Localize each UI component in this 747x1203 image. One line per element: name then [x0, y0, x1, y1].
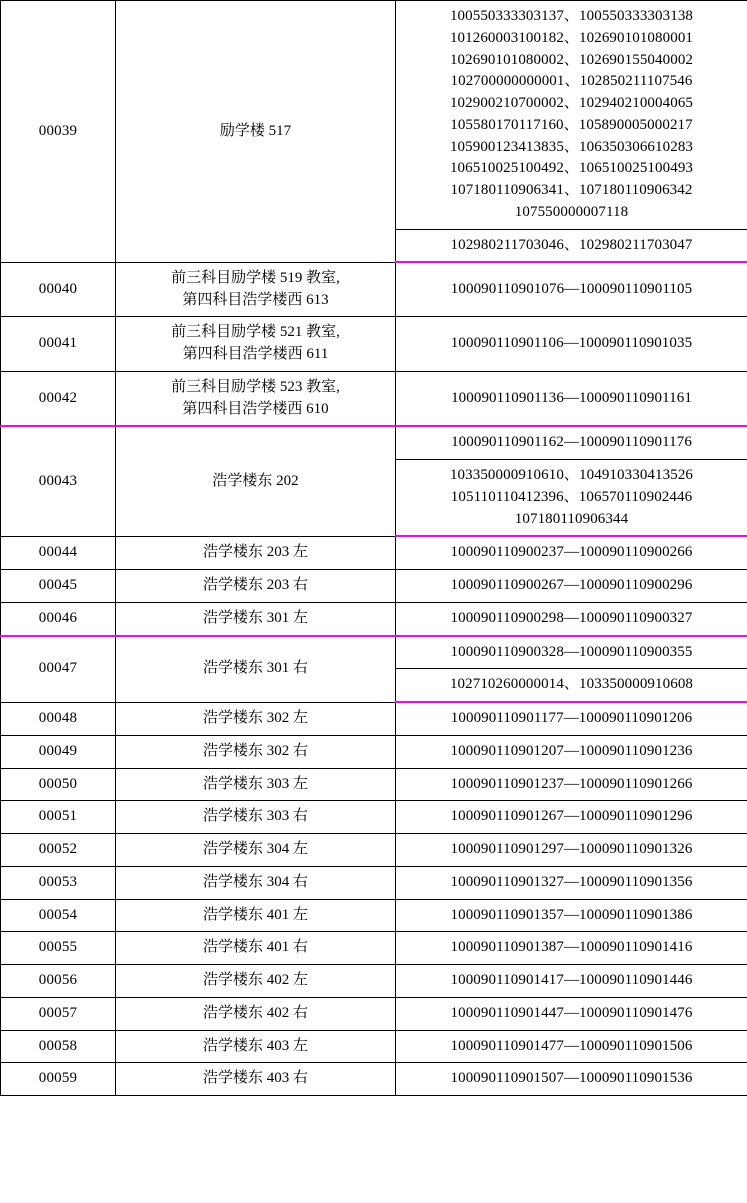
cell-ticket-ids: [396, 702, 747, 735]
id-line: 100090110901076—100090110901105: [450, 280, 693, 297]
cell-exam-room: [116, 932, 396, 965]
cell-exam-code: 00049: [1, 735, 116, 768]
id-line: 100090110901267—100090110901296: [450, 808, 693, 825]
id-line: 103350000910610、104910330413526: [449, 467, 694, 483]
id-line: 100090110901162—100090110901176: [451, 434, 692, 451]
id-line: 100090110901387—100090110901416: [450, 939, 693, 956]
cell-ticket-ids: [396, 426, 747, 459]
table-row: [1, 768, 747, 801]
table-row: [1, 899, 747, 932]
cell-ticket-ids: [396, 262, 747, 317]
cell-exam-code: 00041: [1, 317, 116, 372]
room-line: 浩学楼东 203 右: [202, 577, 308, 593]
table-row: [1, 834, 747, 867]
cell-exam-code: 00040: [1, 262, 116, 317]
id-line: 102700000000001、102850211107546: [450, 73, 693, 90]
cell-ticket-ids: [396, 460, 747, 537]
table-row: [1, 317, 747, 372]
cell-exam-room: [116, 997, 396, 1030]
id-line: 106510025100492、106510025100493: [449, 160, 694, 177]
cell-exam-room: [116, 834, 396, 867]
cell-ticket-ids: [396, 371, 747, 426]
id-line: 100090110901447—100090110901476: [450, 1004, 693, 1021]
id-line: 100090110901136—100090110901161: [451, 389, 692, 406]
cell-ticket-ids: [396, 317, 747, 372]
cell-exam-code: 00051: [1, 801, 116, 834]
cell-exam-code: 00057: [1, 997, 116, 1030]
cell-exam-room: [116, 317, 396, 372]
cell-ticket-ids: [396, 866, 747, 899]
id-line: 100090110901327—100090110901356: [450, 873, 693, 890]
cell-exam-code: 00046: [1, 602, 116, 635]
table-row: [1, 536, 747, 569]
room-line: 前三科目励学楼 523 教室,: [171, 378, 340, 395]
room-line: 浩学楼东 401 左: [202, 906, 308, 923]
room-line: 浩学楼东 402 左: [202, 972, 308, 988]
table-row: [1, 801, 747, 834]
room-line: 浩学楼东 403 左: [202, 1037, 308, 1054]
id-line: 100090110901417—100090110901446: [450, 972, 693, 988]
id-line: 102900210700002、102940210004065: [449, 95, 694, 111]
id-line: 100090110901357—100090110901386: [450, 906, 693, 923]
cell-exam-code: 00044: [1, 536, 116, 569]
cell-ticket-ids: [396, 570, 747, 603]
id-line: 107550000007118: [514, 203, 629, 220]
id-line: 100090110900267—100090110900296: [450, 577, 693, 593]
table-row: [1, 636, 747, 669]
table-row: [1, 426, 747, 459]
cell-ticket-ids: [396, 602, 747, 635]
cell-exam-code: 00048: [1, 702, 116, 735]
table-body: [1, 1, 747, 1096]
cell-exam-room: [116, 426, 396, 536]
cell-ticket-ids: [396, 669, 747, 702]
id-line: 100090110900237—100090110900266: [450, 544, 693, 561]
cell-ticket-ids: [396, 735, 747, 768]
cell-ticket-ids: [396, 801, 747, 834]
id-line: 100090110901207—100090110901236: [450, 742, 693, 759]
cell-exam-code: 00053: [1, 866, 116, 899]
id-line: 107180110906341、107180110906342: [450, 182, 693, 198]
cell-exam-room: [116, 801, 396, 834]
table-row: [1, 602, 747, 635]
id-line: 100090110901507—100090110901536: [450, 1070, 693, 1087]
cell-exam-room: [116, 702, 396, 735]
cell-ticket-ids: [396, 1030, 747, 1063]
table-row: [1, 1063, 747, 1096]
cell-exam-room: [116, 602, 396, 635]
room-line: 浩学楼东 301 左: [202, 609, 308, 626]
table-row: [1, 932, 747, 965]
cell-exam-room: [116, 536, 396, 569]
id-line: 101260003100182、102690101080001: [449, 29, 694, 46]
cell-exam-code: 00045: [1, 570, 116, 603]
cell-ticket-ids: [396, 834, 747, 867]
cell-exam-code: 00039: [1, 1, 116, 263]
room-line: 第四科目浩学楼西 611: [182, 346, 329, 362]
room-line: 浩学楼东 202: [212, 472, 299, 489]
cell-exam-code: 00058: [1, 1030, 116, 1063]
id-line: 100090110901297—100090110901326: [450, 841, 693, 857]
room-line: 浩学楼东 401 右: [202, 939, 308, 956]
cell-exam-room: [116, 965, 396, 998]
room-line: 浩学楼东 303 右: [202, 808, 308, 825]
cell-exam-room: [116, 1063, 396, 1096]
cell-exam-room: [116, 371, 396, 426]
room-line: 浩学楼东 301 右: [202, 660, 308, 677]
cell-ticket-ids: [396, 768, 747, 801]
table-row: [1, 1, 747, 230]
table-row: [1, 735, 747, 768]
cell-ticket-ids: [396, 932, 747, 965]
id-line: 100090110900328—100090110900355: [450, 643, 693, 660]
cell-exam-code: 00055: [1, 932, 116, 965]
table-row: [1, 262, 747, 317]
room-line: 励学楼 517: [219, 122, 292, 139]
id-line: 105900123413835、106350306610283: [449, 138, 694, 155]
cell-exam-room: [116, 636, 396, 703]
cell-ticket-ids: [396, 965, 747, 998]
cell-ticket-ids: [396, 1063, 747, 1096]
id-line: 102980211703046、102980211703047: [450, 236, 693, 253]
cell-ticket-ids: [396, 899, 747, 932]
cell-exam-code: 00047: [1, 636, 116, 703]
room-line: 浩学楼东 402 右: [202, 1004, 308, 1021]
cell-exam-room: [116, 570, 396, 603]
table-row: [1, 371, 747, 426]
table-row: [1, 866, 747, 899]
id-line: 100090110900298—100090110900327: [450, 609, 693, 626]
cell-ticket-ids: [396, 997, 747, 1030]
room-line: 浩学楼东 304 右: [202, 873, 308, 890]
table-row: [1, 965, 747, 998]
table-row: [1, 1030, 747, 1063]
id-line: 102690101080002、102690155040002: [449, 51, 694, 68]
room-line: 浩学楼东 302 右: [202, 742, 308, 759]
table-row: [1, 997, 747, 1030]
room-line: 第四科目浩学楼西 610: [182, 400, 329, 417]
id-line: 100090110901477—100090110901506: [450, 1037, 693, 1054]
room-line: 第四科目浩学楼西 613: [182, 291, 329, 308]
cell-exam-room: [116, 735, 396, 768]
cell-exam-room: [116, 768, 396, 801]
cell-ticket-ids: [396, 229, 747, 262]
cell-exam-code: 00043: [1, 426, 116, 536]
id-line: 105110110412396、106570110902446: [450, 488, 693, 505]
room-line: 前三科目励学楼 519 教室,: [171, 269, 340, 286]
id-line: 100090110901237—100090110901266: [450, 775, 693, 792]
id-line: 105580170117160、105890005000217: [450, 116, 693, 133]
cell-exam-room: [116, 1030, 396, 1063]
cell-ticket-ids: [396, 636, 747, 669]
cell-exam-code: 00052: [1, 834, 116, 867]
room-line: 浩学楼东 403 右: [202, 1070, 308, 1087]
id-line: 100090110901106—100090110901035: [450, 335, 693, 352]
cell-exam-code: 00054: [1, 899, 116, 932]
id-line: 107180110906344: [514, 510, 629, 527]
cell-ticket-ids: [396, 1, 747, 230]
table-row: [1, 702, 747, 735]
cell-exam-room: [116, 899, 396, 932]
cell-ticket-ids: [396, 536, 747, 569]
table-row: [1, 570, 747, 603]
room-line: 前三科目励学楼 521 教室,: [171, 324, 340, 341]
id-line: 100550333303137、100550333303138: [449, 8, 694, 24]
cell-exam-room: [116, 1, 396, 263]
room-line: 浩学楼东 203 左: [202, 544, 308, 560]
room-line: 浩学楼东 303 左: [202, 775, 308, 792]
room-line: 浩学楼东 302 左: [202, 709, 308, 726]
cell-exam-code: 00050: [1, 768, 116, 801]
cell-exam-room: [116, 866, 396, 899]
cell-exam-room: [116, 262, 396, 317]
room-line: 浩学楼东 304 左: [202, 841, 308, 857]
cell-exam-code: 00059: [1, 1063, 116, 1096]
cell-exam-code: 00042: [1, 371, 116, 426]
id-line: 100090110901177—100090110901206: [450, 710, 693, 726]
id-line: 102710260000014、103350000910608: [449, 676, 694, 693]
cell-exam-code: 00056: [1, 965, 116, 998]
